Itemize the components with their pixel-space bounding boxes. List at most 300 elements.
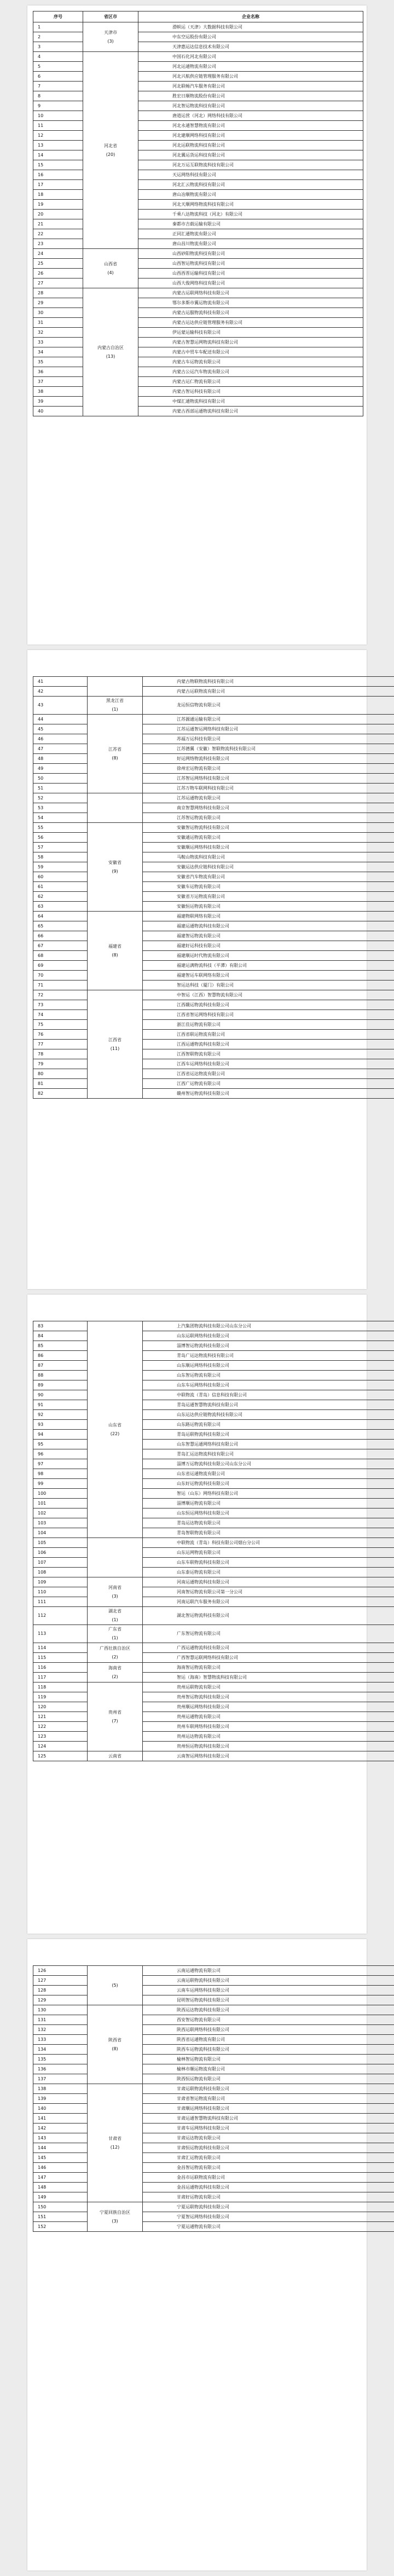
table-row	[33, 229, 363, 239]
row-number: 37	[33, 377, 83, 387]
table-row	[33, 1479, 394, 1489]
company-name: 内蒙古物联物流科技有限公司	[143, 677, 394, 687]
company-name: 秦都市吉载运输有限公司	[138, 219, 363, 229]
company-name: 浙江佳运物流有限公司	[143, 1020, 394, 1030]
table-row	[33, 2143, 394, 2153]
row-number: 118	[33, 1682, 88, 1692]
table-row	[33, 1528, 394, 1538]
company-name: 安徽车运物流有限公司	[143, 882, 394, 892]
company-name: 榆林智运物流有限公司	[143, 2055, 394, 2064]
company-name: 贵州运达物流有限公司	[143, 1732, 394, 1742]
row-number: 50	[33, 774, 88, 784]
company-name: 江西广运物流有限公司	[143, 1079, 394, 1089]
company-name: 唐山冶顺物流有限公司	[138, 190, 363, 200]
province-name: 内蒙古自治区	[97, 345, 124, 350]
province-count: (9)	[112, 868, 118, 874]
row-number: 139	[33, 2094, 88, 2104]
company-name: 福建智运车联网络有限公司	[143, 971, 394, 980]
province-cell	[88, 1663, 143, 1682]
row-number: 31	[33, 318, 83, 328]
table-row	[33, 1625, 394, 1643]
table-row	[33, 2045, 394, 2055]
company-table-page-4	[33, 1965, 394, 2232]
company-name: 西安智运物流有限公司	[143, 2015, 394, 2025]
row-number: 132	[33, 2025, 88, 2035]
company-name: 山西砂阳物流科技有限公司	[138, 249, 363, 259]
table-row	[33, 347, 363, 357]
row-number: 112	[33, 1607, 88, 1625]
row-number: 113	[33, 1625, 88, 1643]
company-name: 宁夏运通物流有限公司	[143, 2222, 394, 2232]
company-name: 安徽运达供应链科技有限公司	[143, 862, 394, 872]
row-number: 7	[33, 82, 83, 91]
province-cell	[88, 1625, 143, 1643]
table-row	[33, 1420, 394, 1430]
province-count: (13)	[106, 353, 115, 359]
row-number: 24	[33, 249, 83, 259]
header-company: 企业名称	[138, 11, 363, 22]
row-number: 135	[33, 2055, 88, 2064]
table-row	[33, 1361, 394, 1371]
table-row	[33, 1538, 394, 1548]
company-name: 淄博智运物流科技有限公司	[143, 1341, 394, 1351]
table-row	[33, 150, 363, 160]
table-row	[33, 1548, 394, 1558]
row-number: 76	[33, 1030, 88, 1040]
company-name: 陕西运联网络科技有限公司	[143, 2025, 394, 2035]
row-number: 18	[33, 190, 83, 200]
province-cell	[88, 912, 143, 990]
row-number: 26	[33, 269, 83, 279]
table-row	[33, 931, 394, 941]
province-name: 山西省	[104, 261, 117, 266]
company-name: 金昌智运物流有限公司	[143, 2163, 394, 2173]
page-3	[27, 1295, 367, 1934]
table-row	[33, 2064, 394, 2074]
table-row	[33, 2005, 394, 2015]
company-table-page-3	[33, 1321, 394, 1761]
row-number: 67	[33, 941, 88, 951]
table-row	[33, 971, 394, 980]
table-row	[33, 82, 363, 91]
company-name: 云南运联物流科技有限公司	[143, 1976, 394, 1986]
province-count: (4)	[107, 270, 114, 275]
row-number: 68	[33, 951, 88, 961]
table-row	[33, 1653, 394, 1663]
province-cell	[88, 1966, 143, 2005]
table-row	[33, 91, 363, 101]
row-number: 142	[33, 2124, 88, 2133]
table-row	[33, 1331, 394, 1341]
province-name: 广西壮族自治区	[100, 1645, 130, 1651]
company-name: 福建运满物流科技（平潭）有限公司	[143, 961, 394, 971]
row-number: 19	[33, 200, 83, 210]
table-row	[33, 1966, 394, 1976]
row-number: 126	[33, 1966, 88, 1976]
table-row	[33, 823, 394, 833]
row-number: 48	[33, 754, 88, 764]
province-count: (1)	[112, 1635, 118, 1640]
company-name: 内蒙古运仁物流有限公司	[138, 377, 363, 387]
table-row	[33, 754, 394, 764]
company-name: 山东好运物流科技有限公司	[143, 1479, 394, 1489]
table-row	[33, 715, 394, 724]
table-row	[33, 2163, 394, 2173]
row-number: 46	[33, 734, 88, 744]
company-name: 山东泰运物流有限公司	[143, 1568, 394, 1577]
table-row	[33, 62, 363, 72]
company-name: 江西赣运物流科技有限公司	[143, 1000, 394, 1010]
row-number: 152	[33, 2222, 88, 2232]
company-name: 江苏智运网络科技有限公司	[143, 774, 394, 784]
table-header-row	[33, 11, 363, 22]
province-count: (2)	[112, 1654, 118, 1660]
table-row	[33, 734, 394, 744]
table-row	[33, 852, 394, 862]
table-row	[33, 2212, 394, 2222]
table-row	[33, 1000, 394, 1010]
row-number: 128	[33, 1986, 88, 1995]
company-name: 中联物流（青岛）信息科技有限公司	[143, 1390, 394, 1400]
province-count: (8)	[112, 755, 118, 761]
table-row	[33, 2133, 394, 2143]
company-name: 内蒙古运联网络科技有限公司	[138, 288, 363, 298]
company-name: 河北建顺网络科技有限公司	[138, 131, 363, 141]
company-name: 山东运联网络科技有限公司	[143, 1331, 394, 1341]
table-row	[33, 2202, 394, 2212]
province-cell	[83, 52, 138, 249]
province-name: 云南省	[108, 1753, 121, 1759]
province-cell	[88, 2084, 143, 2202]
province-name: 福建省	[108, 943, 121, 949]
company-name: 山东智慧运通网络科技有限公司	[143, 1440, 394, 1449]
province-name: 黑龙江省	[106, 698, 124, 703]
table-row	[33, 2153, 394, 2163]
province-name: 江苏省	[108, 746, 121, 752]
row-number: 124	[33, 1742, 88, 1751]
company-name: 智运达科技（厦门）有限公司	[143, 980, 394, 990]
company-name: 江西省运达物流有限公司	[143, 1069, 394, 1079]
row-number: 57	[33, 843, 88, 852]
table-row	[33, 357, 363, 367]
company-name: 山东顺运网络科技有限公司	[143, 1361, 394, 1371]
row-number: 23	[33, 239, 83, 249]
company-name: 河北运联物流科技有限公司	[138, 141, 363, 150]
table-row	[33, 961, 394, 971]
table-row	[33, 1751, 394, 1761]
province-name: 河北省	[104, 143, 117, 148]
company-name: 甘肃好运物流有限公司	[143, 2192, 394, 2202]
row-number: 104	[33, 1528, 88, 1538]
row-number: 53	[33, 803, 88, 813]
row-number: 86	[33, 1351, 88, 1361]
table-row	[33, 862, 394, 872]
company-table-page-1	[33, 11, 363, 416]
row-number: 143	[33, 2133, 88, 2143]
province-cell	[88, 697, 143, 715]
table-row	[33, 882, 394, 892]
province-cell	[88, 2005, 143, 2084]
table-row	[33, 111, 363, 121]
table-row	[33, 1010, 394, 1020]
table-row	[33, 677, 394, 687]
table-row	[33, 32, 363, 42]
company-name: 江西车运网络科技有限公司	[143, 1059, 394, 1069]
table-row	[33, 1702, 394, 1712]
company-name: 宁夏运联物流科技有限公司	[143, 2202, 394, 2212]
row-number: 66	[33, 931, 88, 941]
row-number: 11	[33, 121, 83, 131]
table-row	[33, 1742, 394, 1751]
table-row	[33, 1449, 394, 1459]
company-name: 河南运通物流科技有限公司	[143, 1577, 394, 1587]
table-row	[33, 813, 394, 823]
table-row	[33, 180, 363, 190]
row-number: 122	[33, 1722, 88, 1732]
row-number: 131	[33, 2015, 88, 2025]
company-name: 贵州顺运网络科技有限公司	[143, 1702, 394, 1712]
row-number: 138	[33, 2084, 88, 2094]
row-number: 94	[33, 1430, 88, 1440]
company-name: 内蒙古西部运通物流科技有限公司	[138, 407, 363, 416]
row-number: 146	[33, 2163, 88, 2173]
row-number: 150	[33, 2202, 88, 2212]
company-name: 河北汇云物流科技有限公司	[138, 180, 363, 190]
table-row	[33, 2222, 394, 2232]
table-row	[33, 941, 394, 951]
row-number: 34	[33, 347, 83, 357]
company-name: 山东车运网络科技有限公司	[143, 1380, 394, 1390]
company-name: 正同汇通物流有限公司	[138, 229, 363, 239]
table-row	[33, 724, 394, 734]
row-number: 101	[33, 1499, 88, 1509]
company-name: 徐州宏运物流有限公司	[143, 764, 394, 774]
row-number: 87	[33, 1361, 88, 1371]
table-row	[33, 101, 363, 111]
province-cell	[88, 1577, 143, 1607]
table-row	[33, 121, 363, 131]
row-number: 114	[33, 1643, 88, 1653]
table-row	[33, 902, 394, 912]
row-number: 59	[33, 862, 88, 872]
row-number: 38	[33, 387, 83, 397]
header-no: 序号	[33, 11, 83, 22]
row-number: 90	[33, 1390, 88, 1400]
province-count: (8)	[112, 2046, 118, 2051]
row-number: 121	[33, 1712, 88, 1722]
company-name: 安徽恒运物流有限公司	[143, 902, 394, 912]
company-name: 内蒙古智慧运网物流科技有限公司	[138, 338, 363, 347]
row-number: 28	[33, 288, 83, 298]
table-row	[33, 1430, 394, 1440]
row-number: 83	[33, 1321, 88, 1331]
province-cell	[83, 288, 138, 416]
row-number: 36	[33, 367, 83, 377]
row-number: 134	[33, 2045, 88, 2055]
province-name: 海南省	[108, 1665, 121, 1670]
company-name: 江苏万物车联网科技有限公司	[143, 784, 394, 793]
company-name: 甘肃省智运物流有限公司	[143, 2094, 394, 2104]
row-number: 125	[33, 1751, 88, 1761]
company-name: 山东车联物流科技有限公司	[143, 1558, 394, 1568]
row-number: 71	[33, 980, 88, 990]
table-row	[33, 1469, 394, 1479]
row-number: 8	[33, 91, 83, 101]
row-number: 108	[33, 1568, 88, 1577]
company-name: 好运网络物流科技有限公司	[143, 754, 394, 764]
company-name: 山东运达供应链物流科技有限公司	[143, 1410, 394, 1420]
row-number: 63	[33, 902, 88, 912]
table-row	[33, 1440, 394, 1449]
table-row	[33, 2015, 394, 2025]
row-number: 64	[33, 912, 88, 921]
row-number: 33	[33, 338, 83, 347]
row-number: 115	[33, 1653, 88, 1663]
row-number: 109	[33, 1577, 88, 1587]
row-number: 21	[33, 219, 83, 229]
table-row	[33, 687, 394, 697]
company-name: 贵州运通物流有限公司	[143, 1712, 394, 1722]
table-row	[33, 141, 363, 150]
row-number: 6	[33, 72, 83, 82]
row-number: 133	[33, 2035, 88, 2045]
row-number: 130	[33, 2005, 88, 2015]
table-row	[33, 912, 394, 921]
row-number: 17	[33, 180, 83, 190]
company-name: 中联物流（青岛）科技有限公司烟台分公司	[143, 1538, 394, 1548]
table-row	[33, 1682, 394, 1692]
table-row	[33, 1558, 394, 1568]
company-name: 贵州恒运物流科技有限公司	[143, 1742, 394, 1751]
company-name: 天运网络科技有限公司	[138, 170, 363, 180]
table-row	[33, 2173, 394, 2183]
row-number: 95	[33, 1440, 88, 1449]
company-name: 中东空运股份有限公司	[138, 32, 363, 42]
province-count: (1)	[112, 707, 118, 712]
table-row	[33, 377, 363, 387]
table-row	[33, 1518, 394, 1528]
table-row	[33, 219, 363, 229]
company-name: 青岛运达物流有限公司	[143, 1518, 394, 1528]
province-cell	[83, 22, 138, 52]
row-number: 89	[33, 1380, 88, 1390]
table-row	[33, 170, 363, 180]
row-number: 111	[33, 1597, 88, 1607]
table-row	[33, 190, 363, 200]
company-name: 甘肃运联物流科技有限公司	[143, 2084, 394, 2094]
province-count: (3)	[112, 1593, 118, 1599]
company-name: 智运（海南）智慧物流科技有限公司	[143, 1673, 394, 1682]
province-count: (1)	[112, 1617, 118, 1622]
province-count: (8)	[112, 952, 118, 958]
company-name: 河北智运物流科技有限公司	[138, 101, 363, 111]
row-number: 117	[33, 1673, 88, 1682]
company-name: 贵州智运物流科技有限公司	[143, 1692, 394, 1702]
row-number: 10	[33, 111, 83, 121]
company-name: 滑帜运（天津）大数据科技有限公司	[138, 22, 363, 32]
table-row	[33, 793, 394, 803]
company-name: 江西智联物流有限公司	[143, 1049, 394, 1059]
company-name: 贵州车联网络科技有限公司	[143, 1722, 394, 1732]
company-name: 南京智慧网络科技有限公司	[143, 803, 394, 813]
table-row	[33, 2035, 394, 2045]
table-row	[33, 22, 363, 32]
company-name: 江苏智运物流有限公司	[143, 813, 394, 823]
company-name: 安徽省汽车物流有限公司	[143, 872, 394, 882]
row-number: 9	[33, 101, 83, 111]
table-row	[33, 1597, 394, 1607]
company-name: 广西运通物流科技有限公司	[143, 1643, 394, 1653]
row-number: 12	[33, 131, 83, 141]
table-row	[33, 318, 363, 328]
company-name: 江苏源通运输有限公司	[143, 715, 394, 724]
province-name: 广东省	[108, 1627, 121, 1632]
row-number: 82	[33, 1089, 88, 1099]
table-row	[33, 1371, 394, 1380]
table-row	[33, 1321, 394, 1331]
company-name: 广西智慧运联网络科技有限公司	[143, 1653, 394, 1663]
province-cell	[88, 823, 143, 912]
row-number: 62	[33, 892, 88, 902]
row-number: 52	[33, 793, 88, 803]
row-number: 145	[33, 2153, 88, 2163]
company-name: 河北兴航供应链管理服务有限公司	[138, 72, 363, 82]
company-name: 河北翼运货运科技有限公司	[138, 150, 363, 160]
row-number: 35	[33, 357, 83, 367]
row-number: 103	[33, 1518, 88, 1528]
company-name: 天津惠运达信息技术有限公司	[138, 42, 363, 52]
company-name: 山东运网物流有限公司	[143, 1548, 394, 1558]
table-row	[33, 784, 394, 793]
company-name: 山西智运物流科技有限公司	[138, 259, 363, 269]
row-number: 96	[33, 1449, 88, 1459]
company-name: 青岛运通智慧物流科技有限公司	[143, 1400, 394, 1410]
company-name: 淄博顺运物流有限公司	[143, 1499, 394, 1509]
company-name: 淄博万运物流科技有限公司山东分公司	[143, 1459, 394, 1469]
company-name: 福建物联网络有限公司	[143, 912, 394, 921]
table-row	[33, 1568, 394, 1577]
table-row	[33, 239, 363, 249]
table-row	[33, 774, 394, 784]
row-number: 136	[33, 2064, 88, 2074]
company-name: 金昌市运联物流有限公司	[143, 2173, 394, 2183]
table-row	[33, 42, 363, 52]
province-count: (5)	[112, 1982, 118, 1988]
table-row	[33, 1712, 394, 1722]
province-cell	[88, 990, 143, 1099]
row-number: 65	[33, 921, 88, 931]
page-4	[27, 1939, 367, 2571]
row-number: 140	[33, 2104, 88, 2114]
page-2	[27, 650, 367, 1289]
company-name: 龙运恒信物流有限公司	[143, 697, 394, 715]
company-name: 河北万运互联物流科技有限公司	[138, 160, 363, 170]
row-number: 88	[33, 1371, 88, 1380]
company-name: 江苏运通物流有限公司	[143, 793, 394, 803]
province-count: (11)	[110, 1046, 120, 1051]
table-row	[33, 2183, 394, 2192]
row-number: 54	[33, 813, 88, 823]
company-name: 江西运通物流科技有限公司	[143, 1040, 394, 1049]
row-number: 147	[33, 2173, 88, 2183]
company-name: 山东省运通物流有限公司	[143, 1469, 394, 1479]
province-cell	[88, 1643, 143, 1663]
company-name: 江苏运通智运网络科技有限公司	[143, 724, 394, 734]
row-number: 44	[33, 715, 88, 724]
row-number: 58	[33, 852, 88, 862]
province-cell	[83, 249, 138, 288]
company-name: 陕西恒运物流有限公司	[143, 2074, 394, 2084]
